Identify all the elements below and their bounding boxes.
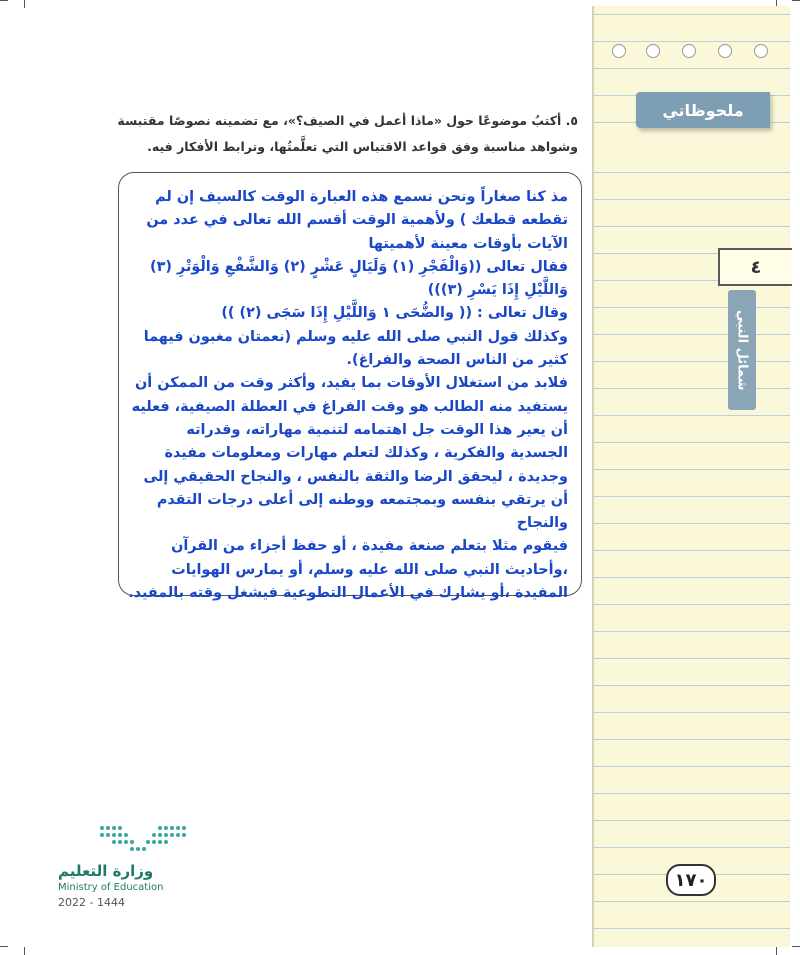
binder-ring-icon: [718, 44, 732, 58]
binder-ring-icon: [682, 44, 696, 58]
crop-mark: [792, 0, 800, 1]
ministry-logo-icon: [98, 822, 190, 856]
page-number: ١٧٠: [666, 864, 716, 896]
answer-paragraph: فقال تعالى ((وَالْفَجْرِ (١) وَلَيَالٍ عَشْرٍ (٢) وَالشَّفْعِ وَالْوَتْرِ (٣) وَاللَّيْلِ إِذَا يَسْرِ (٣))): [150, 258, 568, 299]
handwritten-answer: [128, 186, 568, 605]
notes-title: ملحوظاتي: [636, 92, 770, 128]
crop-mark: [0, 0, 8, 1]
exercise-instruction: ٥. أكتبُ موضوعًا حول «ماذا أعمل في الصيف؟»، مع تضمينه نصوصًا مقتبسة وشواهد مناسبة وفق قواعد الاقتباس التي تعلَّمتُها، وترابط الأفكار فيه.: [117, 113, 578, 154]
answer-paragraph: وقال تعالى : (( والضُّحَى ١ وَاللَّيْلِ إِذَا سَجَى (٢) )): [221, 305, 568, 322]
ministry-logo: [58, 822, 198, 912]
edition-year: 2022 - 1444: [58, 896, 125, 909]
crop-mark: [24, 0, 25, 8]
answer-paragraph: مذ كنا صغاراً ونحن نسمع هذه العبارة الوقت كالسيف إن لم تقطعه قطعك ) ولأهمية الوقت أقسم الله تعالى في عدد من الآيات بأوقات معينة لأهميتها: [146, 189, 568, 252]
unit-title-tab: [728, 290, 756, 410]
ministry-name-english: Ministry of Education: [58, 882, 164, 893]
unit-number: ٤: [718, 248, 792, 286]
crop-mark: [776, 947, 777, 955]
binder-ring-icon: [646, 44, 660, 58]
answer-paragraph: فيقوم مثلا بتعلم صنعة مفيدة ، أو حفظ أجزاء من القرآن ،وأحاديث النبي صلى الله عليه وسلم، أو يمارس الهوايات المفيدة ،أو يشارك في الأعمال التطوعية فيشغل وقته بالمفيد.: [128, 538, 568, 602]
ministry-name-arabic: وزارة التعليم: [58, 862, 154, 880]
crop-mark: [792, 946, 800, 947]
answer-paragraph: فلابد من استغلال الأوقات بما يفيد، وأكثر وقت من الممكن أن يستفيد منه الطالب هو وقت الفراغ في العطلة الصيفية، فعليه أن يعير هذا الوقت جل اهتمامه لتنمية مهاراته، وقدراته الجسدية والفكرية ، وكذلك لتعلم مهارات ومعلومات مفيدة وجديدة ، ليحقق الرضا والثقة بالنفس ، والنجاح الحقيقي إلى أن يرتقي بنفسه وبمجتمعه ووطنه إلى أعلى درجات التقدم والنجاح: [131, 375, 568, 532]
binder-ring-icon: [754, 44, 768, 58]
unit-title: شمائل النبي: [734, 309, 750, 391]
binder-ring-icon: [612, 44, 626, 58]
notes-column: [592, 6, 790, 947]
crop-mark: [24, 947, 25, 955]
crop-mark: [0, 946, 8, 947]
answer-paragraph: وكذلك قول النبي صلى الله عليه وسلم (نعمتان مغبون فيهما كثير من الناس الصحة والفراغ).: [143, 328, 568, 369]
